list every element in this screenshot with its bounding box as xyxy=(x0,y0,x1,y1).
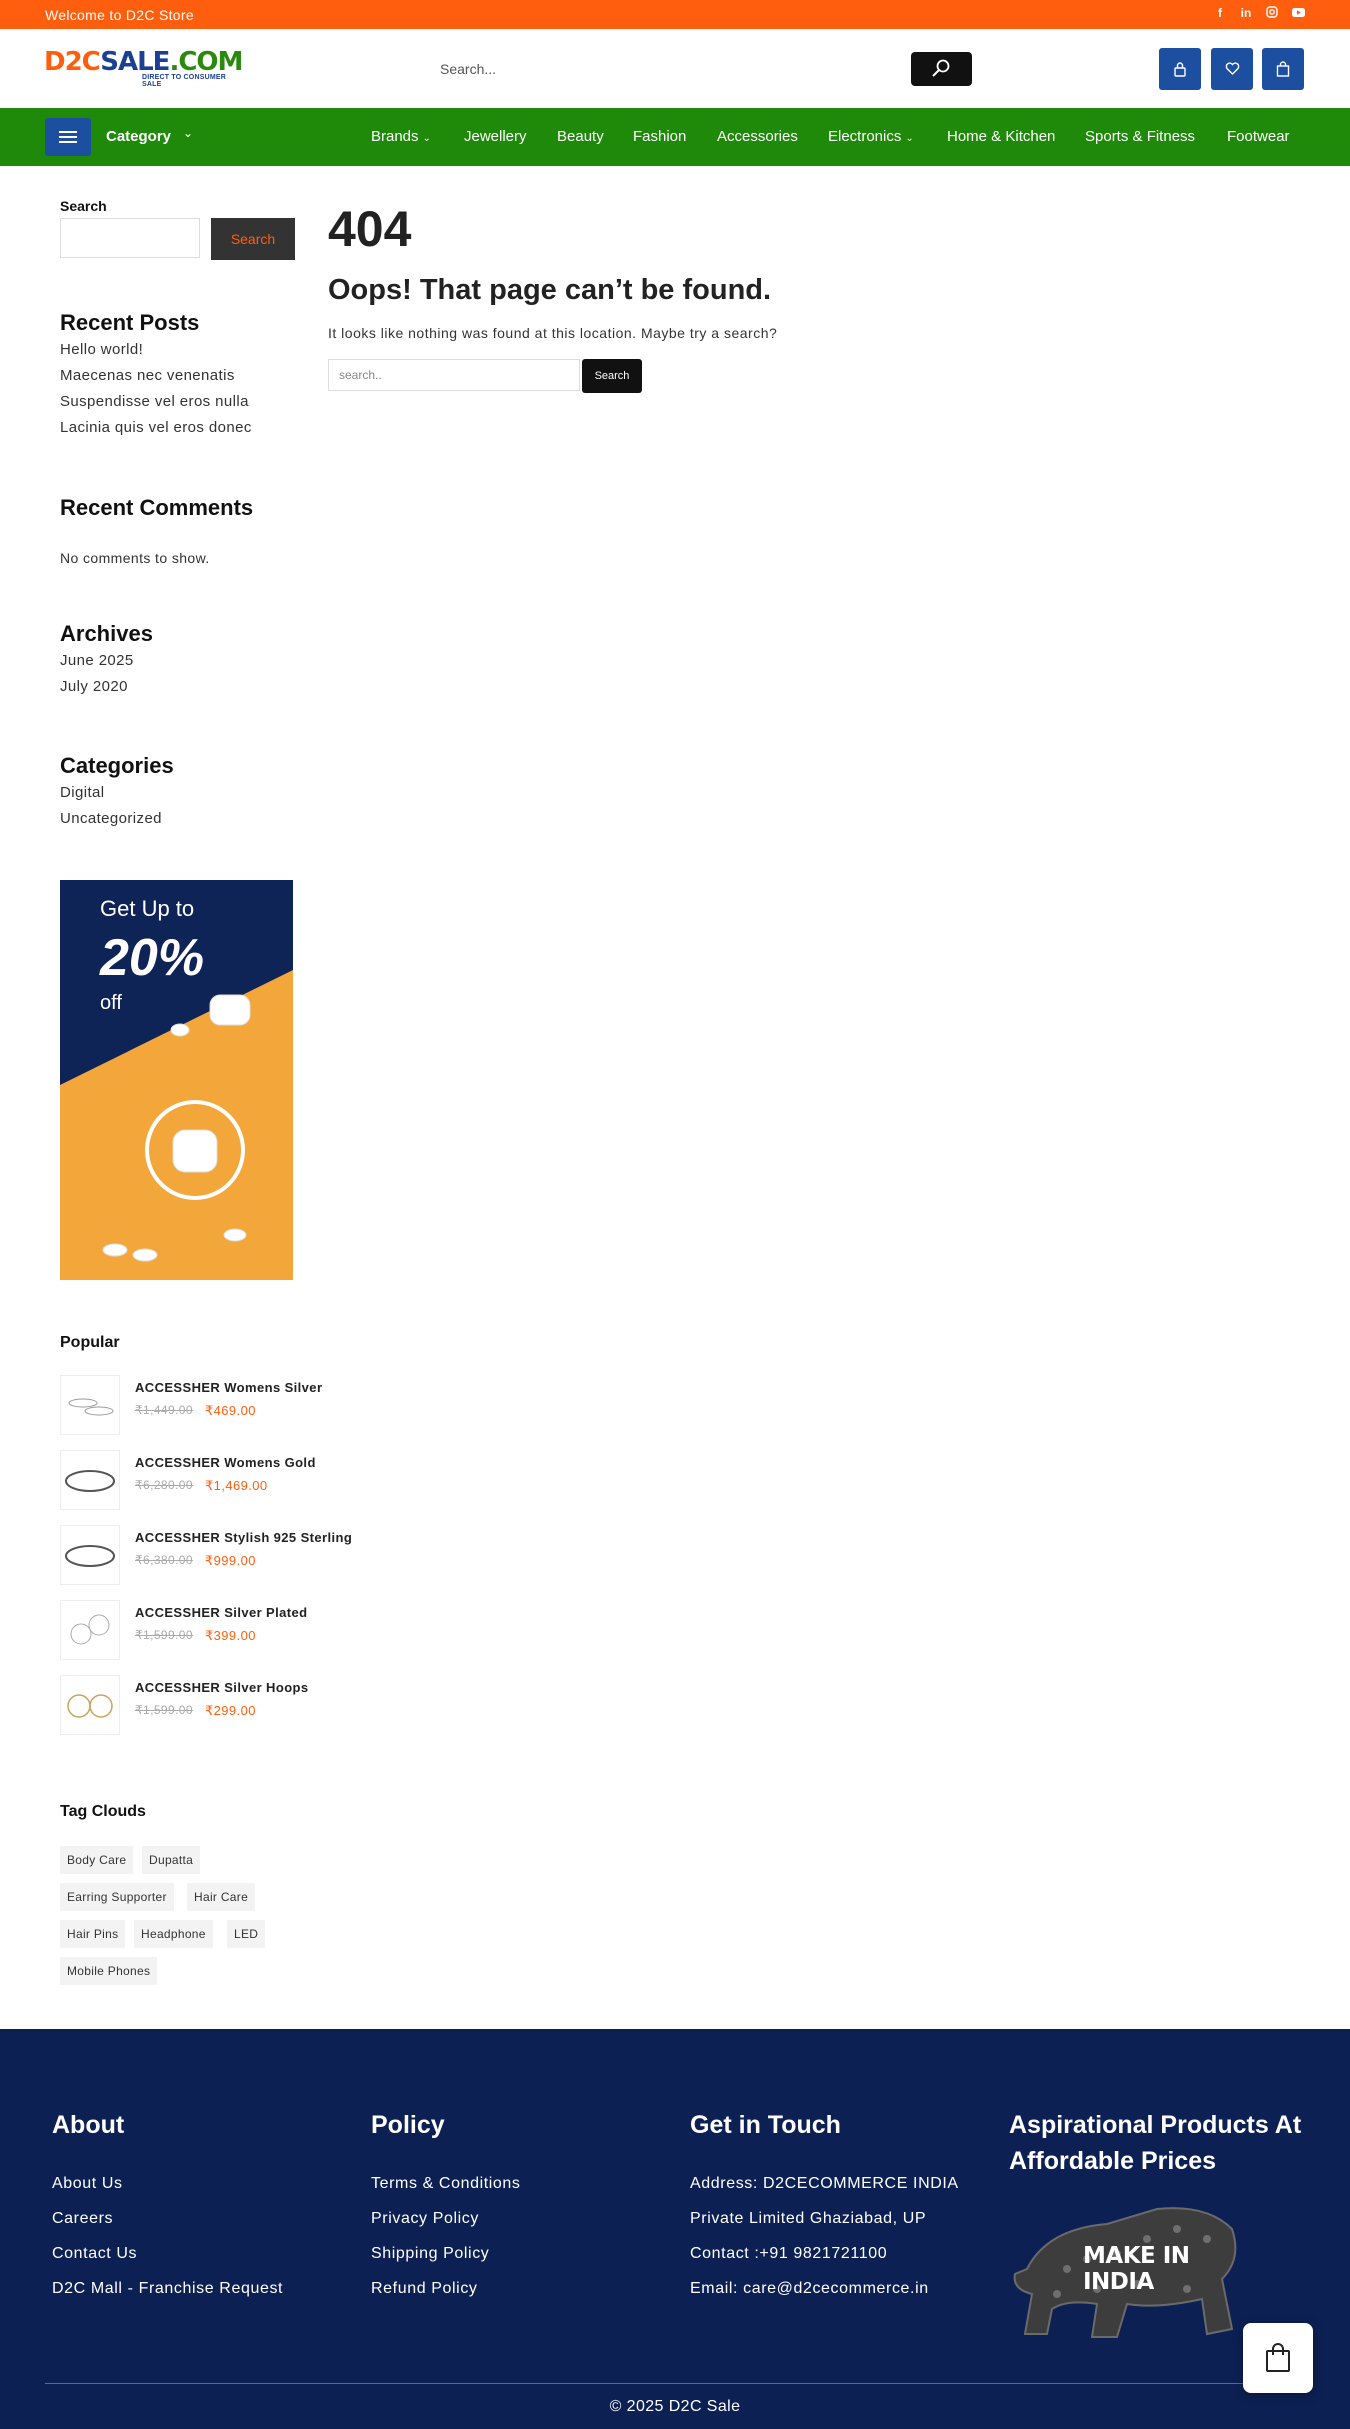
archives-title: Archives xyxy=(60,621,153,646)
nav-item-electronics[interactable]: Electronics ⌄ xyxy=(828,128,914,145)
product-old-price: ₹1,599.00 xyxy=(135,1703,193,1717)
facebook-icon[interactable]: f xyxy=(1218,6,1222,20)
popular-product[interactable] xyxy=(60,1525,353,1585)
top-bar xyxy=(0,0,1350,29)
product-name[interactable]: ACCESSHER Stylish 925 Sterling xyxy=(135,1530,353,1545)
nav-item-beauty[interactable]: Beauty xyxy=(557,128,604,145)
no-comments-text: No comments to show. xyxy=(60,550,210,566)
make-in-india-logo xyxy=(1007,2199,1247,2344)
product-price: ₹399.00 xyxy=(205,1628,256,1643)
promo-banner[interactable] xyxy=(60,880,293,1280)
popular-product[interactable] xyxy=(60,1675,309,1735)
footer-contact-phone[interactable]: Contact :+91 9821721100 xyxy=(690,2245,888,2262)
product-name[interactable]: ACCESSHER Silver Plated xyxy=(135,1605,308,1620)
product-price: ₹999.00 xyxy=(205,1553,256,1568)
product-old-price: ₹6,380.00 xyxy=(135,1553,193,1567)
product-thumbnail[interactable] xyxy=(60,1375,120,1435)
recent-post-link[interactable]: Suspendisse vel eros nulla xyxy=(60,393,249,410)
footer-aspire-title: Aspirational Products At Affordable Prices xyxy=(1009,2111,1302,2175)
footer-divider xyxy=(45,2383,1305,2384)
archive-link[interactable]: July 2020 xyxy=(60,678,128,695)
product-thumbnail[interactable] xyxy=(60,1525,120,1585)
tag-link[interactable]: Earring Supporter xyxy=(60,1883,174,1911)
linkedin-icon[interactable]: in xyxy=(1240,6,1252,20)
footer-link[interactable]: About Us xyxy=(52,2175,123,2192)
recent-comments-title: Recent Comments xyxy=(60,495,254,520)
popular-product[interactable] xyxy=(60,1375,323,1435)
recent-post-link[interactable]: Lacinia quis vel eros donec xyxy=(60,419,252,436)
tag-link[interactable]: Dupatta xyxy=(142,1846,200,1874)
header-search xyxy=(428,52,972,86)
sidebar-search-button[interactable]: Search xyxy=(211,218,295,260)
product-name[interactable]: ACCESSHER Womens Silver xyxy=(135,1380,323,1395)
nav-item-brands[interactable]: Brands ⌄ xyxy=(371,128,431,145)
product-thumbnail[interactable] xyxy=(60,1600,120,1660)
chevron-down-icon: ⌄ xyxy=(183,126,194,140)
product-price: ₹299.00 xyxy=(205,1703,256,1718)
tag-link[interactable]: Hair Care xyxy=(187,1883,255,1911)
tag-link[interactable]: Mobile Phones xyxy=(60,1957,157,1985)
footer-link[interactable]: D2C Mall - Franchise Request xyxy=(52,2280,284,2297)
nav-item-jewellery[interactable]: Jewellery xyxy=(464,128,527,145)
make-in-india-text: MAKE IN INDIA xyxy=(1083,2243,1190,2295)
nav-item-footwear[interactable]: Footwear xyxy=(1227,128,1290,145)
error-heading: Oops! That page can’t be found. xyxy=(328,274,772,306)
error-message: It looks like nothing was found at this location. Maybe try a search? xyxy=(328,325,778,341)
product-thumbnail[interactable] xyxy=(60,1675,120,1735)
copyright-text: © 2025 D2C Sale xyxy=(609,2398,741,2415)
footer-policy-title: Policy xyxy=(371,2111,445,2139)
product-price: ₹1,469.00 xyxy=(205,1478,268,1493)
categories-title: Categories xyxy=(60,753,174,778)
footer-link[interactable]: Privacy Policy xyxy=(371,2210,479,2227)
banner-discount: 20% xyxy=(100,929,205,987)
account-button[interactable] xyxy=(1159,48,1201,90)
footer-link[interactable]: Careers xyxy=(52,2210,114,2227)
product-name[interactable]: ACCESSHER Womens Gold xyxy=(135,1455,316,1470)
banner-line-3: off xyxy=(100,992,122,1014)
wishlist-button[interactable] xyxy=(1211,48,1253,90)
sidebar-search-title: Search xyxy=(60,198,107,214)
social-links xyxy=(1214,6,1304,20)
footer-link[interactable]: Contact Us xyxy=(52,2245,138,2262)
floating-cart-button[interactable] xyxy=(1243,2323,1313,2393)
nav-item-accessories[interactable]: Accessories xyxy=(717,128,798,145)
nav-item-home-kitchen[interactable]: Home & Kitchen xyxy=(947,128,1056,145)
category-menu-button[interactable] xyxy=(45,118,91,156)
chevron-down-icon: ⌄ xyxy=(422,133,431,144)
tag-link[interactable]: Body Care xyxy=(60,1846,133,1874)
category-link[interactable]: Digital xyxy=(60,784,105,801)
tag-link[interactable]: Hair Pins xyxy=(60,1920,125,1948)
recent-posts-title: Recent Posts xyxy=(60,310,200,335)
product-name[interactable]: ACCESSHER Silver Hoops xyxy=(135,1680,309,1695)
sidebar-search-input[interactable] xyxy=(60,218,200,258)
main-search-input[interactable] xyxy=(328,359,580,391)
nav-item-fashion[interactable]: Fashion xyxy=(633,128,687,145)
recent-post-link[interactable]: Hello world! xyxy=(60,341,144,358)
tag-clouds-title: Tag Clouds xyxy=(60,1803,146,1820)
product-old-price: ₹1,599.00 xyxy=(135,1628,193,1642)
welcome-text: Welcome to D2C Store xyxy=(45,7,194,23)
archive-link[interactable]: June 2025 xyxy=(60,652,134,669)
footer-touch-title: Get in Touch xyxy=(690,2111,841,2139)
instagram-icon[interactable] xyxy=(1266,6,1278,20)
product-thumbnail[interactable] xyxy=(60,1450,120,1510)
recent-post-link[interactable]: Maecenas nec venenatis xyxy=(60,367,235,384)
product-old-price: ₹1,449.00 xyxy=(135,1403,193,1417)
cart-button[interactable] xyxy=(1262,48,1304,90)
header-search-button[interactable] xyxy=(911,52,972,86)
error-code: 404 xyxy=(328,201,412,257)
main-nav xyxy=(0,108,1350,166)
category-label[interactable]: Category xyxy=(106,128,172,145)
chevron-down-icon: ⌄ xyxy=(905,133,914,144)
category-link[interactable]: Uncategorized xyxy=(60,810,162,827)
banner-line-1: Get Up to xyxy=(100,896,195,921)
footer-link[interactable]: Shipping Policy xyxy=(371,2245,490,2262)
footer-link[interactable]: Terms & Conditions xyxy=(371,2175,521,2192)
product-price: ₹469.00 xyxy=(205,1403,256,1418)
footer-link[interactable]: Refund Policy xyxy=(371,2280,478,2297)
footer-address-line: Private Limited Ghaziabad, UP xyxy=(690,2210,927,2227)
footer-address-line: Address: D2CECOMMERCE INDIA xyxy=(690,2175,959,2192)
footer-about-title: About xyxy=(52,2111,125,2139)
nav-item-sports-fitness[interactable]: Sports & Fitness xyxy=(1085,128,1196,145)
popular-title: Popular xyxy=(60,1334,120,1351)
main-search-button[interactable]: Search xyxy=(582,359,642,393)
popular-product[interactable] xyxy=(60,1600,308,1660)
site-footer xyxy=(0,2029,1350,2429)
site-logo[interactable]: D2CSALE.COM DIRECT TO CONSUMER SALE xyxy=(44,47,243,88)
tag-link[interactable]: Headphone xyxy=(134,1920,213,1948)
product-old-price: ₹6,280.00 xyxy=(135,1478,193,1492)
tag-link[interactable]: LED xyxy=(227,1920,265,1948)
youtube-icon[interactable] xyxy=(1292,6,1304,20)
popular-product[interactable] xyxy=(60,1450,316,1510)
footer-contact-email[interactable]: Email: care@d2cecommerce.in xyxy=(690,2280,929,2297)
header-search-input[interactable] xyxy=(428,52,908,86)
